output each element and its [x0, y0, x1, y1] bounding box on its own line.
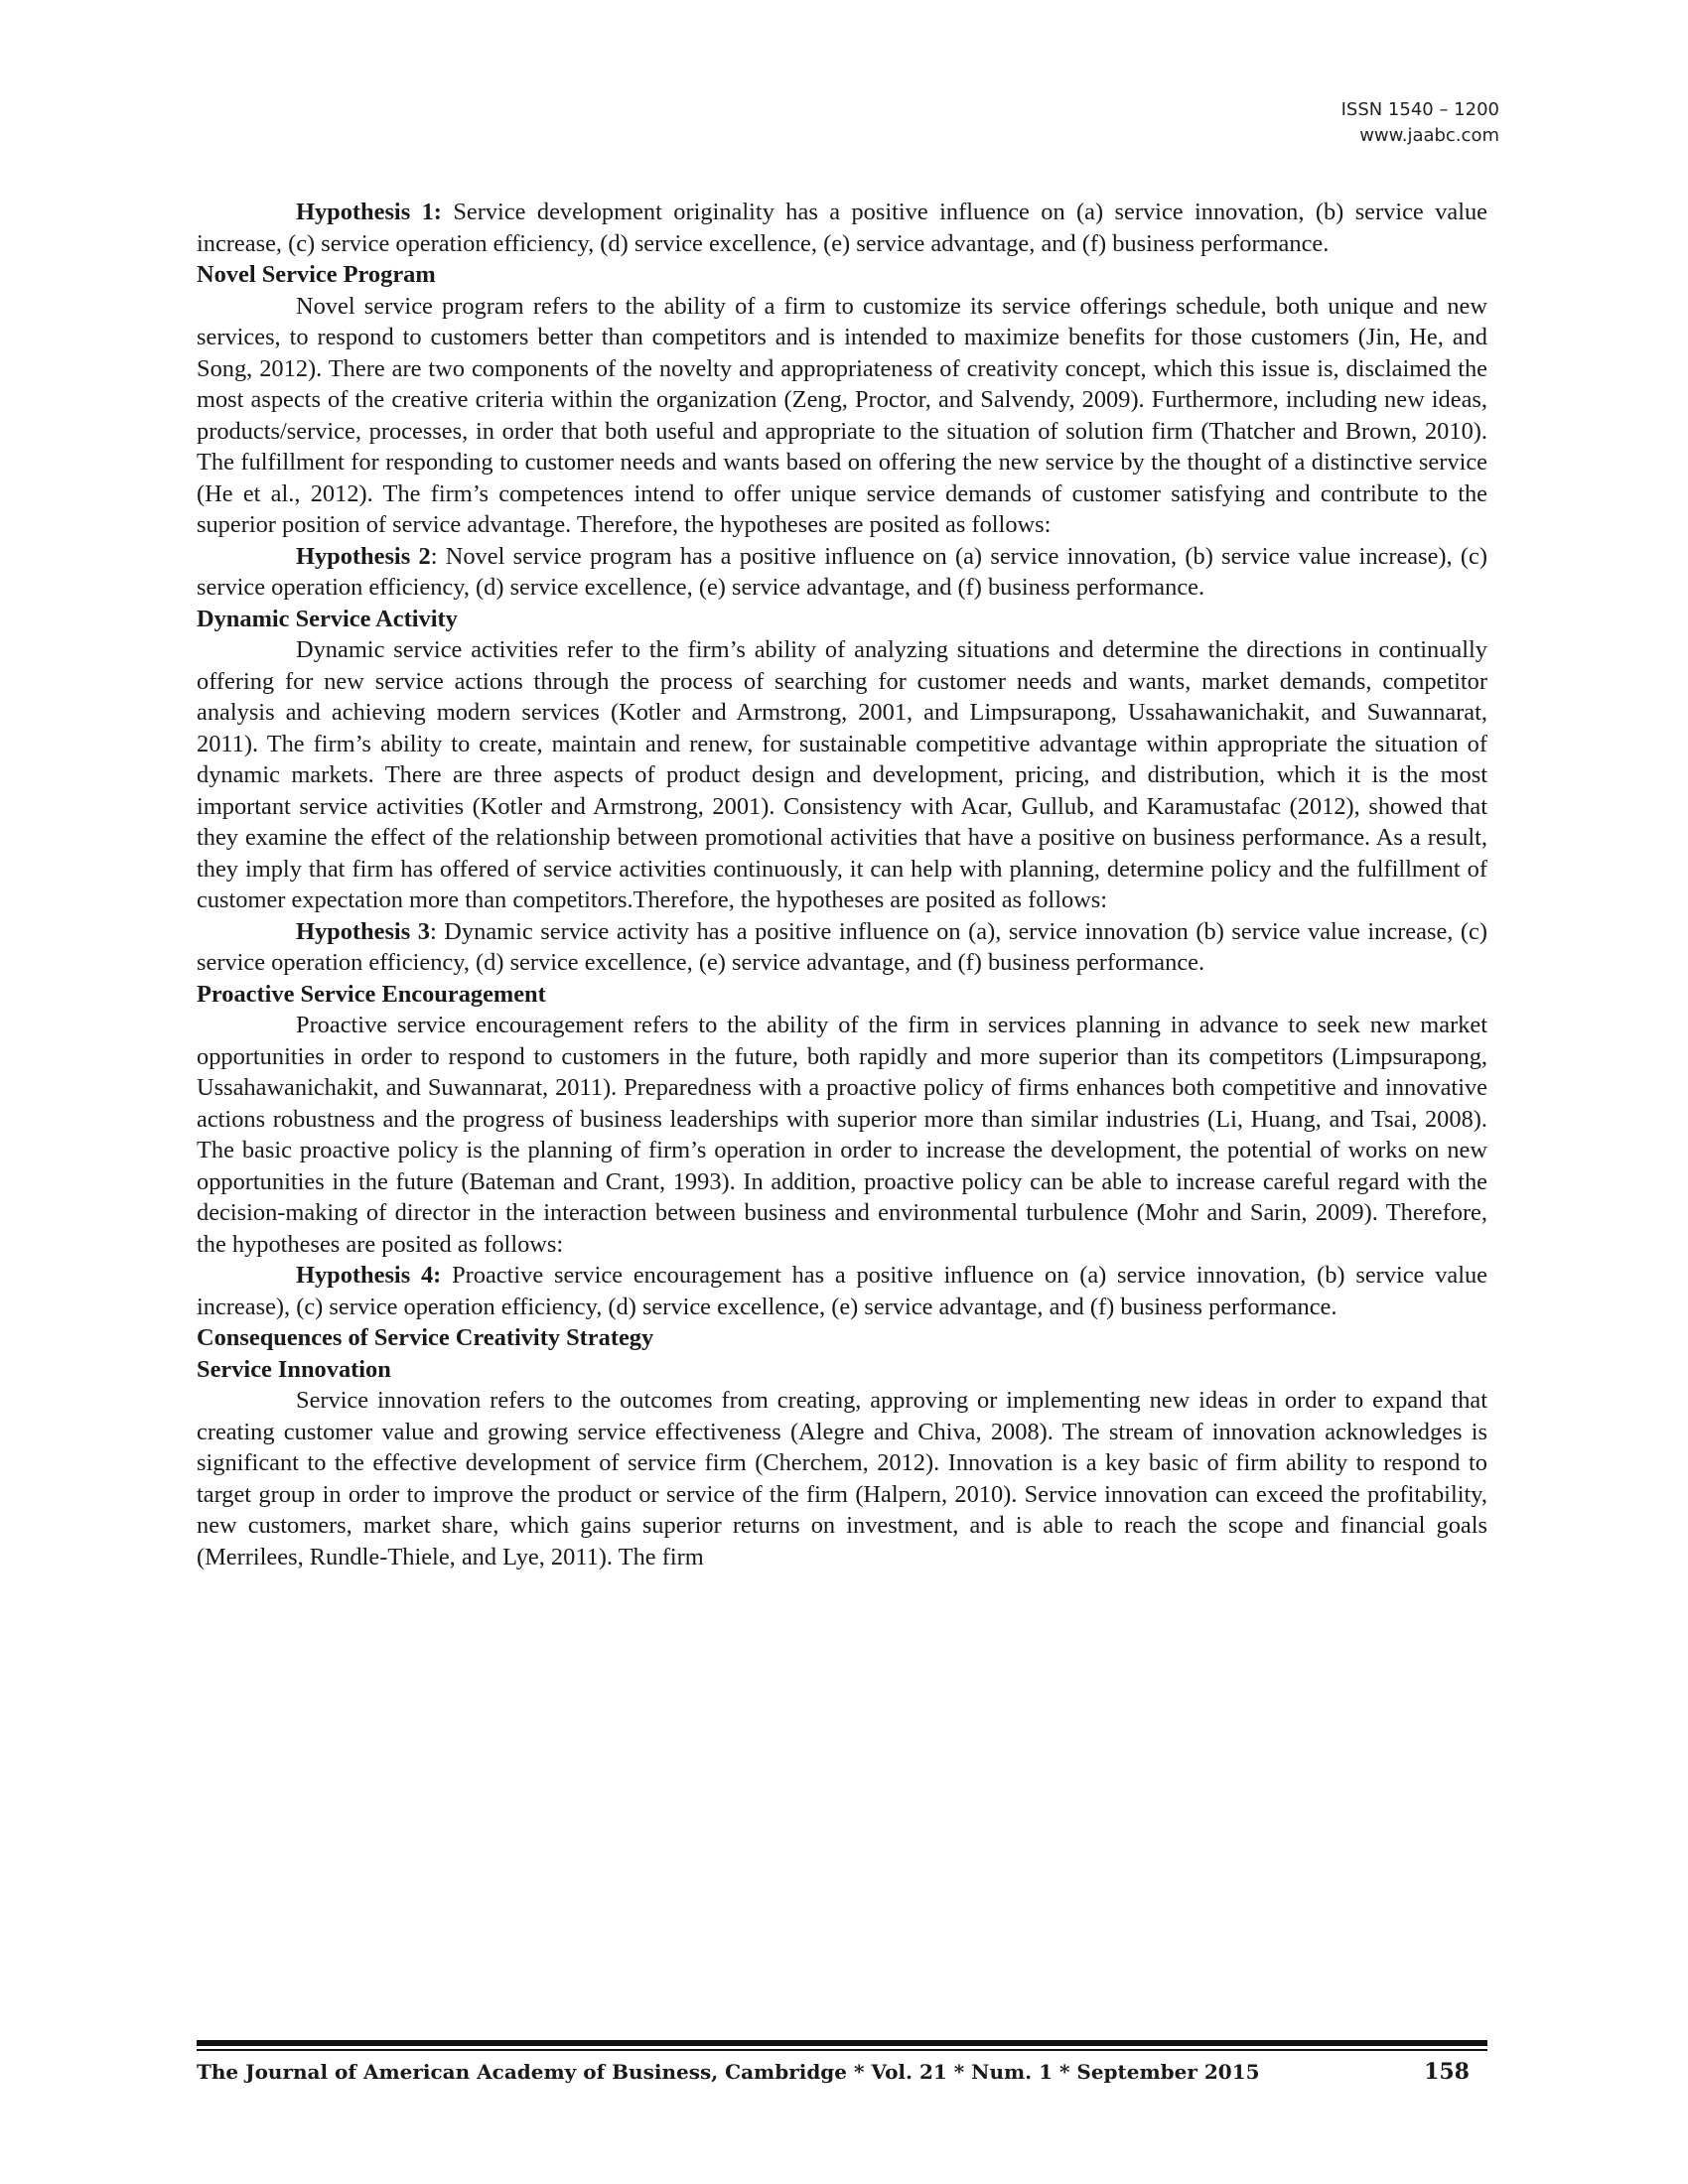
article-body	[197, 197, 1487, 1572]
hypothesis-4-label: Hypothesis 4:	[296, 1262, 442, 1289]
hypothesis-4-text: Proactive service encouragement has a positive influence on (a) service innovation, (b) service value increase), (c) service operation efficiency, (d) service excellence, (e) service advantage, and (f) business performance.	[197, 1262, 1487, 1320]
hypothesis-4	[197, 1260, 1487, 1322]
issn-label: ISSN 1540 – 1200	[1340, 99, 1499, 120]
page-number: 158	[1424, 2059, 1470, 2085]
paragraph-dynamic-service-activity: Dynamic service activities refer to the firm’s ability of analyzing situations and determine the directions in continually offering for new service actions through the process of searching for customer needs and wants, market demands, competitor analysis and achieving modern services (Kotler and Armstrong, 2001, and Limpsurapong, Ussahawanichakit, and Suwannarat, 2011). The firm’s ability to create, maintain and renew, for sustainable competitive advantage within appropriate the situation of dynamic markets. There are three aspects of product design and development, pricing, and distribution, which it is the most important service activities (Kotler and Armstrong, 2001). Consistency with Acar, Gullub, and Karamustafac (2012), showed that they examine the effect of the relationship between promotional activities that have a positive on business performance. As a result, they imply that firm has offered of service activities continuously, it can help with planning, determine policy and the fulfillment of customer expectation more than competitors.Therefore, the hypotheses are posited as follows:	[197, 636, 1487, 913]
hypothesis-3-label: Hypothesis 3	[296, 917, 430, 945]
page-footer	[197, 2057, 1487, 2087]
heading-consequences: Consequences of Service Creativity Strategy	[197, 1324, 654, 1351]
hypothesis-2-text: : Novel service program has a positive influence on (a) service innovation, (b) service value increase), (c) service operation efficiency, (d) service excellence, (e) service advantage, and (f) business performance.	[197, 542, 1487, 601]
hypothesis-2	[197, 541, 1487, 604]
heading-service-innovation: Service Innovation	[197, 1355, 391, 1383]
footer-rule-thick	[197, 2040, 1487, 2046]
hypothesis-1	[197, 197, 1487, 259]
footer-rule-thin	[197, 2049, 1487, 2051]
hypothesis-1-label: Hypothesis 1:	[296, 199, 442, 225]
heading-dynamic-service-activity: Dynamic Service Activity	[197, 605, 458, 632]
paragraph-service-innovation: Service innovation refers to the outcomes from creating, approving or implementing new ideas in order to expand that creating customer value and growing service effectiveness (Alegre and Chiva, 2008). The stream of innovation acknowledges is significant to the effective development of service firm (Cherchem, 2012). Innovation is a key basic of firm ability to respond to target group in order to improve the product or service of the firm (Halpern, 2010). Service innovation can exceed the profitability, new customers, market share, which gains superior returns on investment, and is able to reach the scope and financial goals (Merrilees, Rundle-Thiele, and Lye, 2011). The firm	[197, 1387, 1487, 1570]
heading-novel-service-program: Novel Service Program	[197, 261, 436, 288]
website-label: www.jaabc.com	[1359, 125, 1499, 146]
page-header	[1341, 97, 1499, 149]
heading-proactive-service-encouragement: Proactive Service Encouragement	[197, 980, 546, 1008]
hypothesis-3-text: : Dynamic service activity has a positive influence on (a), service innovation (b) service value increase, (c) service operation efficiency, (d) service excellence, (e) service advantage, and (f) business performance.	[197, 917, 1488, 976]
journal-citation: The Journal of American Academy of Business, Cambridge * Vol. 21 * Num. 1 * September 2015	[197, 2060, 1260, 2084]
hypothesis-2-label: Hypothesis 2	[296, 542, 431, 570]
paragraph-proactive-service-encouragement: Proactive service encouragement refers to the ability of the firm in services planning in advance to seek new market opportunities in order to respond to customers in the future, both rapidly and more superior than its competitors (Limpsurapong, Ussahawanichakit, and Suwannarat, 2011). Preparedness with a proactive policy of firms enhances both competitive and innovative actions robustness and the progress of business leaderships with superior more than similar industries (Li, Huang, and Tsai, 2008). The basic proactive policy is the planning of firm’s operation in order to increase the development, the potential of works on new opportunities in the future (Bateman and Crant, 1993). In addition, proactive policy can be able to increase careful regard with the decision-making of director in the interaction between business and environmental turbulence (Mohr and Sarin, 2009). Therefore, the hypotheses are posited as follows:	[197, 1012, 1487, 1258]
hypothesis-3	[197, 916, 1487, 979]
hypothesis-1-text: Service development originality has a positive influence on (a) service innovation, (b) service value increase, (c) service operation efficiency, (d) service excellence, (e) service advantage, and (f) business performance.	[197, 199, 1487, 257]
paragraph-novel-service-program: Novel service program refers to the ability of a firm to customize its service offerings schedule, both unique and new services, to respond to customers better than competitors and is intended to maximize benefits for those customers (Jin, He, and Song, 2012). There are two components of the novelty and appropriateness of creativity concept, which this issue is, disclaimed the most aspects of the creative criteria within the organization (Zeng, Proctor, and Salvendy, 2009). Furthermore, including new ideas, products/service, processes, in order that both useful and appropriate to the situation of solution firm (Thatcher and Brown, 2010). The fulfillment for responding to customer needs and wants based on offering the new service by the thought of a distinctive service (He et al., 2012). The firm’s competences intend to offer unique service demands of customer satisfying and contribute to the superior position of service advantage. Therefore, the hypotheses are posited as follows:	[197, 292, 1487, 538]
